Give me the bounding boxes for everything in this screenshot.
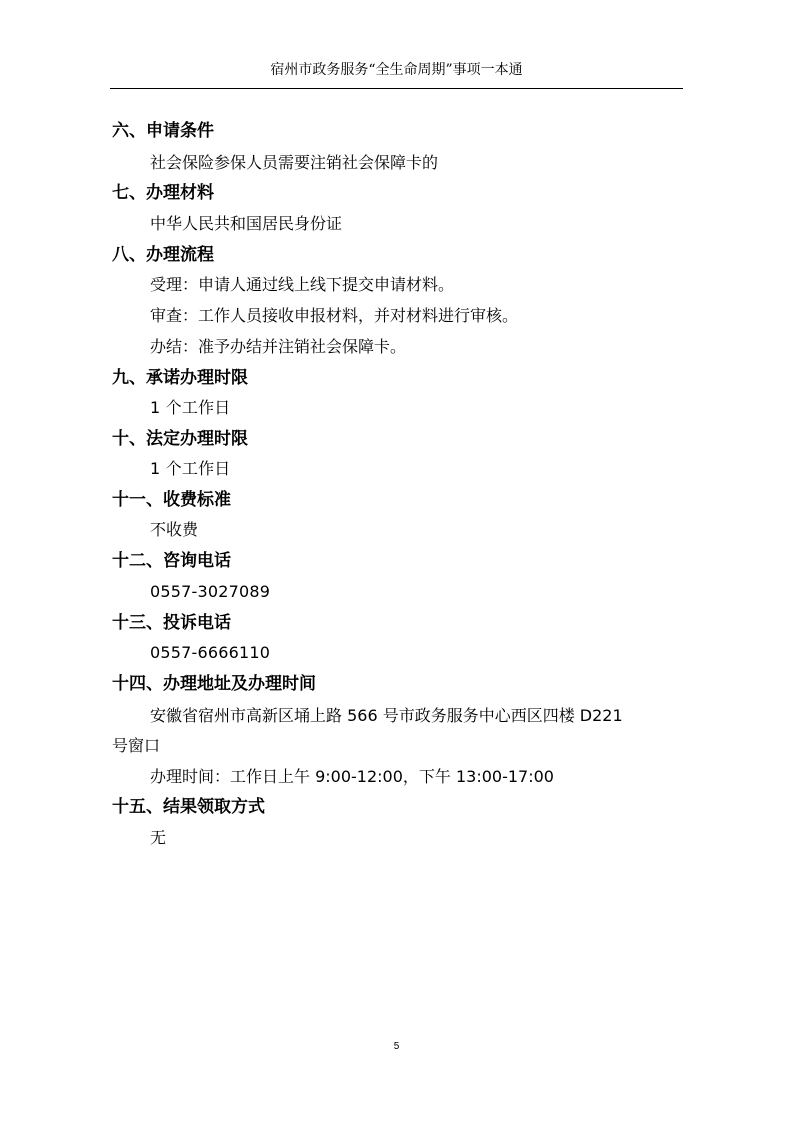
address-text-line-1: 安徽省宿州市高新区埇上路 566 号市政务服务中心西区四楼 D221 xyxy=(150,706,623,725)
fee-standard-text: 不收费 xyxy=(150,520,199,539)
section-heading-materials: 七、办理材料 xyxy=(112,183,214,203)
page-number: 5 xyxy=(393,1041,400,1052)
result-collection-text: 无 xyxy=(150,828,167,847)
consultation-phone-text: 0557-3027089 xyxy=(150,582,271,601)
address-text-line-2: 号窗口 xyxy=(112,736,161,755)
section-heading-result-collection: 十五、结果领取方式 xyxy=(112,797,265,817)
page-header-title: 宿州市政务服务“全生命周期”事项一本通 xyxy=(270,62,523,78)
promised-time-limit-text: 1 个工作日 xyxy=(150,398,231,417)
section-heading-fee-standard: 十一、收费标准 xyxy=(112,490,231,510)
section-heading-complaint-phone: 十三、投诉电话 xyxy=(112,613,231,633)
office-hours-text: 办理时间：工作日上午 9:00-12:00，下午 13:00-17:00 xyxy=(150,767,554,786)
materials-text: 中华人民共和国居民身份证 xyxy=(150,214,343,233)
process-step-complete: 办结：准予办结并注销社会保障卡。 xyxy=(150,337,407,356)
section-heading-process: 八、办理流程 xyxy=(112,245,214,265)
process-step-review: 审查：工作人员接收申报材料，并对材料进行审核。 xyxy=(150,306,519,325)
process-step-accept: 受理：申请人通过线上线下提交申请材料。 xyxy=(150,275,455,294)
application-conditions-text: 社会保险参保人员需要注销社会保障卡的 xyxy=(150,153,439,172)
complaint-phone-text: 0557-6666110 xyxy=(150,643,271,662)
section-heading-address-and-hours: 十四、办理地址及办理时间 xyxy=(112,674,316,694)
section-heading-legal-time-limit: 十、法定办理时限 xyxy=(112,429,248,449)
section-heading-application-conditions: 六、申请条件 xyxy=(112,121,214,141)
legal-time-limit-text: 1 个工作日 xyxy=(150,459,231,478)
section-heading-consultation-phone: 十二、咨询电话 xyxy=(112,551,231,571)
section-heading-promised-time-limit: 九、承诺办理时限 xyxy=(112,368,248,388)
